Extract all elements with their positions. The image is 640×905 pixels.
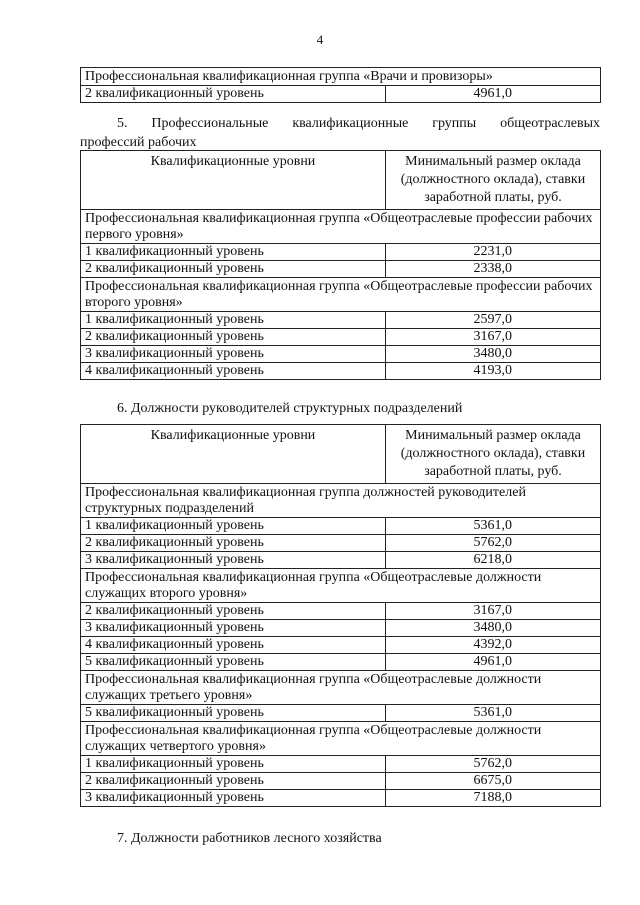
group-row bbox=[81, 569, 601, 603]
section-5-word: квалификационные bbox=[292, 116, 409, 131]
table-row bbox=[81, 363, 601, 380]
section-6-heading: 6. Должности руководителей структурных подразделений bbox=[117, 401, 463, 416]
page-number: 4 bbox=[316, 32, 324, 47]
value-cell: 5361,0 bbox=[386, 705, 601, 722]
section-5-word: Профессиональные bbox=[151, 116, 269, 131]
level-cell: 2 квалификационный уровень bbox=[81, 535, 386, 552]
table-row bbox=[81, 620, 601, 637]
table-row bbox=[81, 312, 601, 329]
header-row bbox=[81, 425, 601, 484]
value-cell: 5762,0 bbox=[386, 756, 601, 773]
section-5-word: группы bbox=[432, 116, 477, 131]
level-cell: 1 квалификационный уровень bbox=[81, 312, 386, 329]
value-cell: 2597,0 bbox=[386, 312, 601, 329]
level-cell: 5 квалификационный уровень bbox=[81, 654, 386, 671]
table-row bbox=[81, 603, 601, 620]
value-cell: 2231,0 bbox=[386, 244, 601, 261]
value-cell: 3167,0 bbox=[386, 329, 601, 346]
table-row bbox=[81, 552, 601, 569]
value-cell: 6675,0 bbox=[386, 773, 601, 790]
table-row bbox=[81, 790, 601, 807]
doctors-table bbox=[80, 67, 601, 103]
value-cell: 5762,0 bbox=[386, 535, 601, 552]
group-row bbox=[81, 722, 601, 756]
header-salary: Минимальный размер оклада (должностного оклада), ставки заработной платы, руб. bbox=[386, 425, 601, 484]
table-row bbox=[81, 86, 601, 103]
table-row bbox=[81, 705, 601, 722]
table-row bbox=[81, 518, 601, 535]
table-row bbox=[81, 329, 601, 346]
level-cell: 2 квалификационный уровень bbox=[81, 329, 386, 346]
level-cell: 1 квалификационный уровень bbox=[81, 518, 386, 535]
section-5-heading bbox=[80, 114, 600, 152]
group-row bbox=[81, 278, 601, 312]
section-5-word: 5. bbox=[117, 116, 128, 131]
value-cell: 7188,0 bbox=[386, 790, 601, 807]
value-cell: 6218,0 bbox=[386, 552, 601, 569]
managers-table bbox=[80, 424, 601, 807]
group-row bbox=[81, 68, 601, 86]
level-cell: 2 квалификационный уровень bbox=[81, 261, 386, 278]
level-cell: 4 квалификационный уровень bbox=[81, 637, 386, 654]
value-cell: 3480,0 bbox=[386, 620, 601, 637]
header-levels: Квалификационные уровни bbox=[81, 425, 386, 484]
value-cell: 4961,0 bbox=[386, 654, 601, 671]
level-cell: 5 квалификационный уровень bbox=[81, 705, 386, 722]
table-row bbox=[81, 244, 601, 261]
table-row bbox=[81, 261, 601, 278]
group-row bbox=[81, 484, 601, 518]
section-5-line2: профессий рабочих bbox=[80, 135, 197, 150]
section-5-word: общеотраслевых bbox=[500, 116, 600, 131]
value-cell: 4392,0 bbox=[386, 637, 601, 654]
level-cell: 1 квалификационный уровень bbox=[81, 244, 386, 261]
group-title: Профессиональная квалификационная группа «Общеотраслевые должности служащих третьего уровня» bbox=[81, 671, 601, 705]
group-title: Профессиональная квалификационная группа «Врачи и провизоры» bbox=[81, 68, 601, 86]
level-cell: 2 квалификационный уровень bbox=[81, 603, 386, 620]
table-row bbox=[81, 773, 601, 790]
header-row bbox=[81, 151, 601, 210]
section-7-heading: 7. Должности работников лесного хозяйства bbox=[117, 831, 382, 846]
group-row bbox=[81, 210, 601, 244]
table-row bbox=[81, 756, 601, 773]
level-cell: 2 квалификационный уровень bbox=[81, 86, 386, 103]
table-row bbox=[81, 346, 601, 363]
level-cell: 3 квалификационный уровень bbox=[81, 552, 386, 569]
group-row bbox=[81, 671, 601, 705]
value-cell: 2338,0 bbox=[386, 261, 601, 278]
header-levels: Квалификационные уровни bbox=[81, 151, 386, 210]
group-title: Профессиональная квалификационная группа «Общеотраслевые профессии рабочих второго уровня» bbox=[81, 278, 601, 312]
value-cell: 4193,0 bbox=[386, 363, 601, 380]
level-cell: 1 квалификационный уровень bbox=[81, 756, 386, 773]
level-cell: 2 квалификационный уровень bbox=[81, 773, 386, 790]
table-row bbox=[81, 535, 601, 552]
level-cell: 3 квалификационный уровень bbox=[81, 346, 386, 363]
value-cell: 4961,0 bbox=[386, 86, 601, 103]
group-title: Профессиональная квалификационная группа «Общеотраслевые должности служащих четвертого уровня» bbox=[81, 722, 601, 756]
workers-table bbox=[80, 150, 601, 380]
table-row bbox=[81, 654, 601, 671]
header-salary: Минимальный размер оклада (должностного оклада), ставки заработной платы, руб. bbox=[386, 151, 601, 210]
table-row bbox=[81, 637, 601, 654]
group-title: Профессиональная квалификационная группа «Общеотраслевые должности служащих второго уровня» bbox=[81, 569, 601, 603]
level-cell: 3 квалификационный уровень bbox=[81, 790, 386, 807]
value-cell: 3167,0 bbox=[386, 603, 601, 620]
value-cell: 3480,0 bbox=[386, 346, 601, 363]
group-title: Профессиональная квалификационная группа должностей руководителей структурных подразделений bbox=[81, 484, 601, 518]
level-cell: 4 квалификационный уровень bbox=[81, 363, 386, 380]
level-cell: 3 квалификационный уровень bbox=[81, 620, 386, 637]
value-cell: 5361,0 bbox=[386, 518, 601, 535]
group-title: Профессиональная квалификационная группа «Общеотраслевые профессии рабочих первого уровня» bbox=[81, 210, 601, 244]
